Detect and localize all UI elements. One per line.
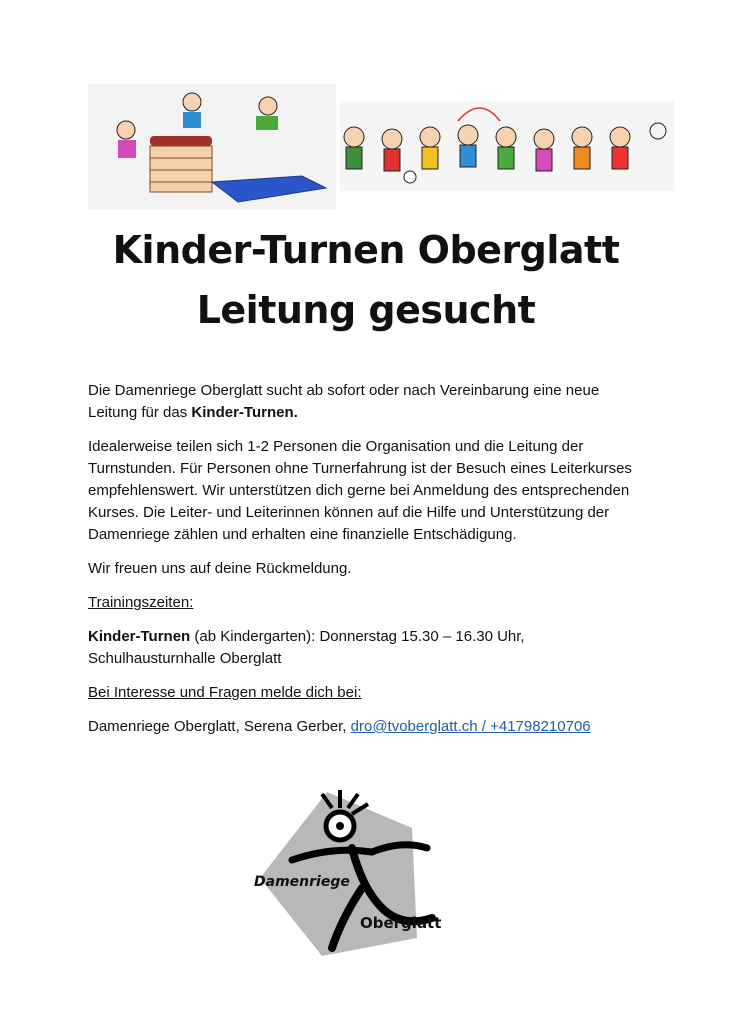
training-paragraph: Kinder-Turnen (ab Kindergarten): Donnerstag 15.30 – 16.30 Uhr, Schulhausturnhalle Oberglatt: [88, 628, 525, 667]
page-subtitle: Leitung gesucht: [196, 288, 536, 332]
damenriege-logo: [252, 788, 462, 958]
training-bold: Kinder-Turnen: [88, 628, 191, 645]
training-heading: Trainingszeiten:: [88, 594, 194, 611]
document-body: [88, 380, 648, 750]
intro-paragraph: Die Damenriege Oberglatt sucht ab sofort oder nach Vereinbarung eine neue Leitung für das Kinder-Turnen.: [88, 382, 600, 421]
kids-row-illustration: [340, 101, 674, 191]
logo-text-top: Damenriege: [254, 874, 350, 890]
contact-heading: Bei Interesse und Fragen melde dich bei:: [88, 684, 362, 701]
intro-bold: Kinder-Turnen.: [191, 404, 298, 421]
page-title: Kinder-Turnen Oberglatt: [112, 228, 620, 272]
contact-paragraph: Damenriege Oberglatt, Serena Gerber, dro@tvoberglatt.ch / +41798210706: [88, 718, 591, 735]
kids-gymnastics-illustration: [88, 84, 336, 210]
details-paragraph: Idealerweise teilen sich 1-2 Personen die Organisation und die Leitung der Turnstunden. Für Personen ohne Turnerfahrung ist der Besuch eines Leiterkurses empfehlenswert. Wir unterstützen dich gerne bei Anmeldung des entsprechenden Kurses. Die Leiter- und Leiterinnen können auf die Hilfe und Unterstützung der Damenriege zählen und erhalten eine finanzielle Entschädigung.: [88, 438, 632, 543]
logo-text-bottom: Oberglatt: [360, 914, 442, 932]
closing-paragraph: Wir freuen uns auf deine Rückmeldung.: [88, 560, 352, 577]
contact-link[interactable]: dro@tvoberglatt.ch / +41798210706: [350, 718, 591, 735]
